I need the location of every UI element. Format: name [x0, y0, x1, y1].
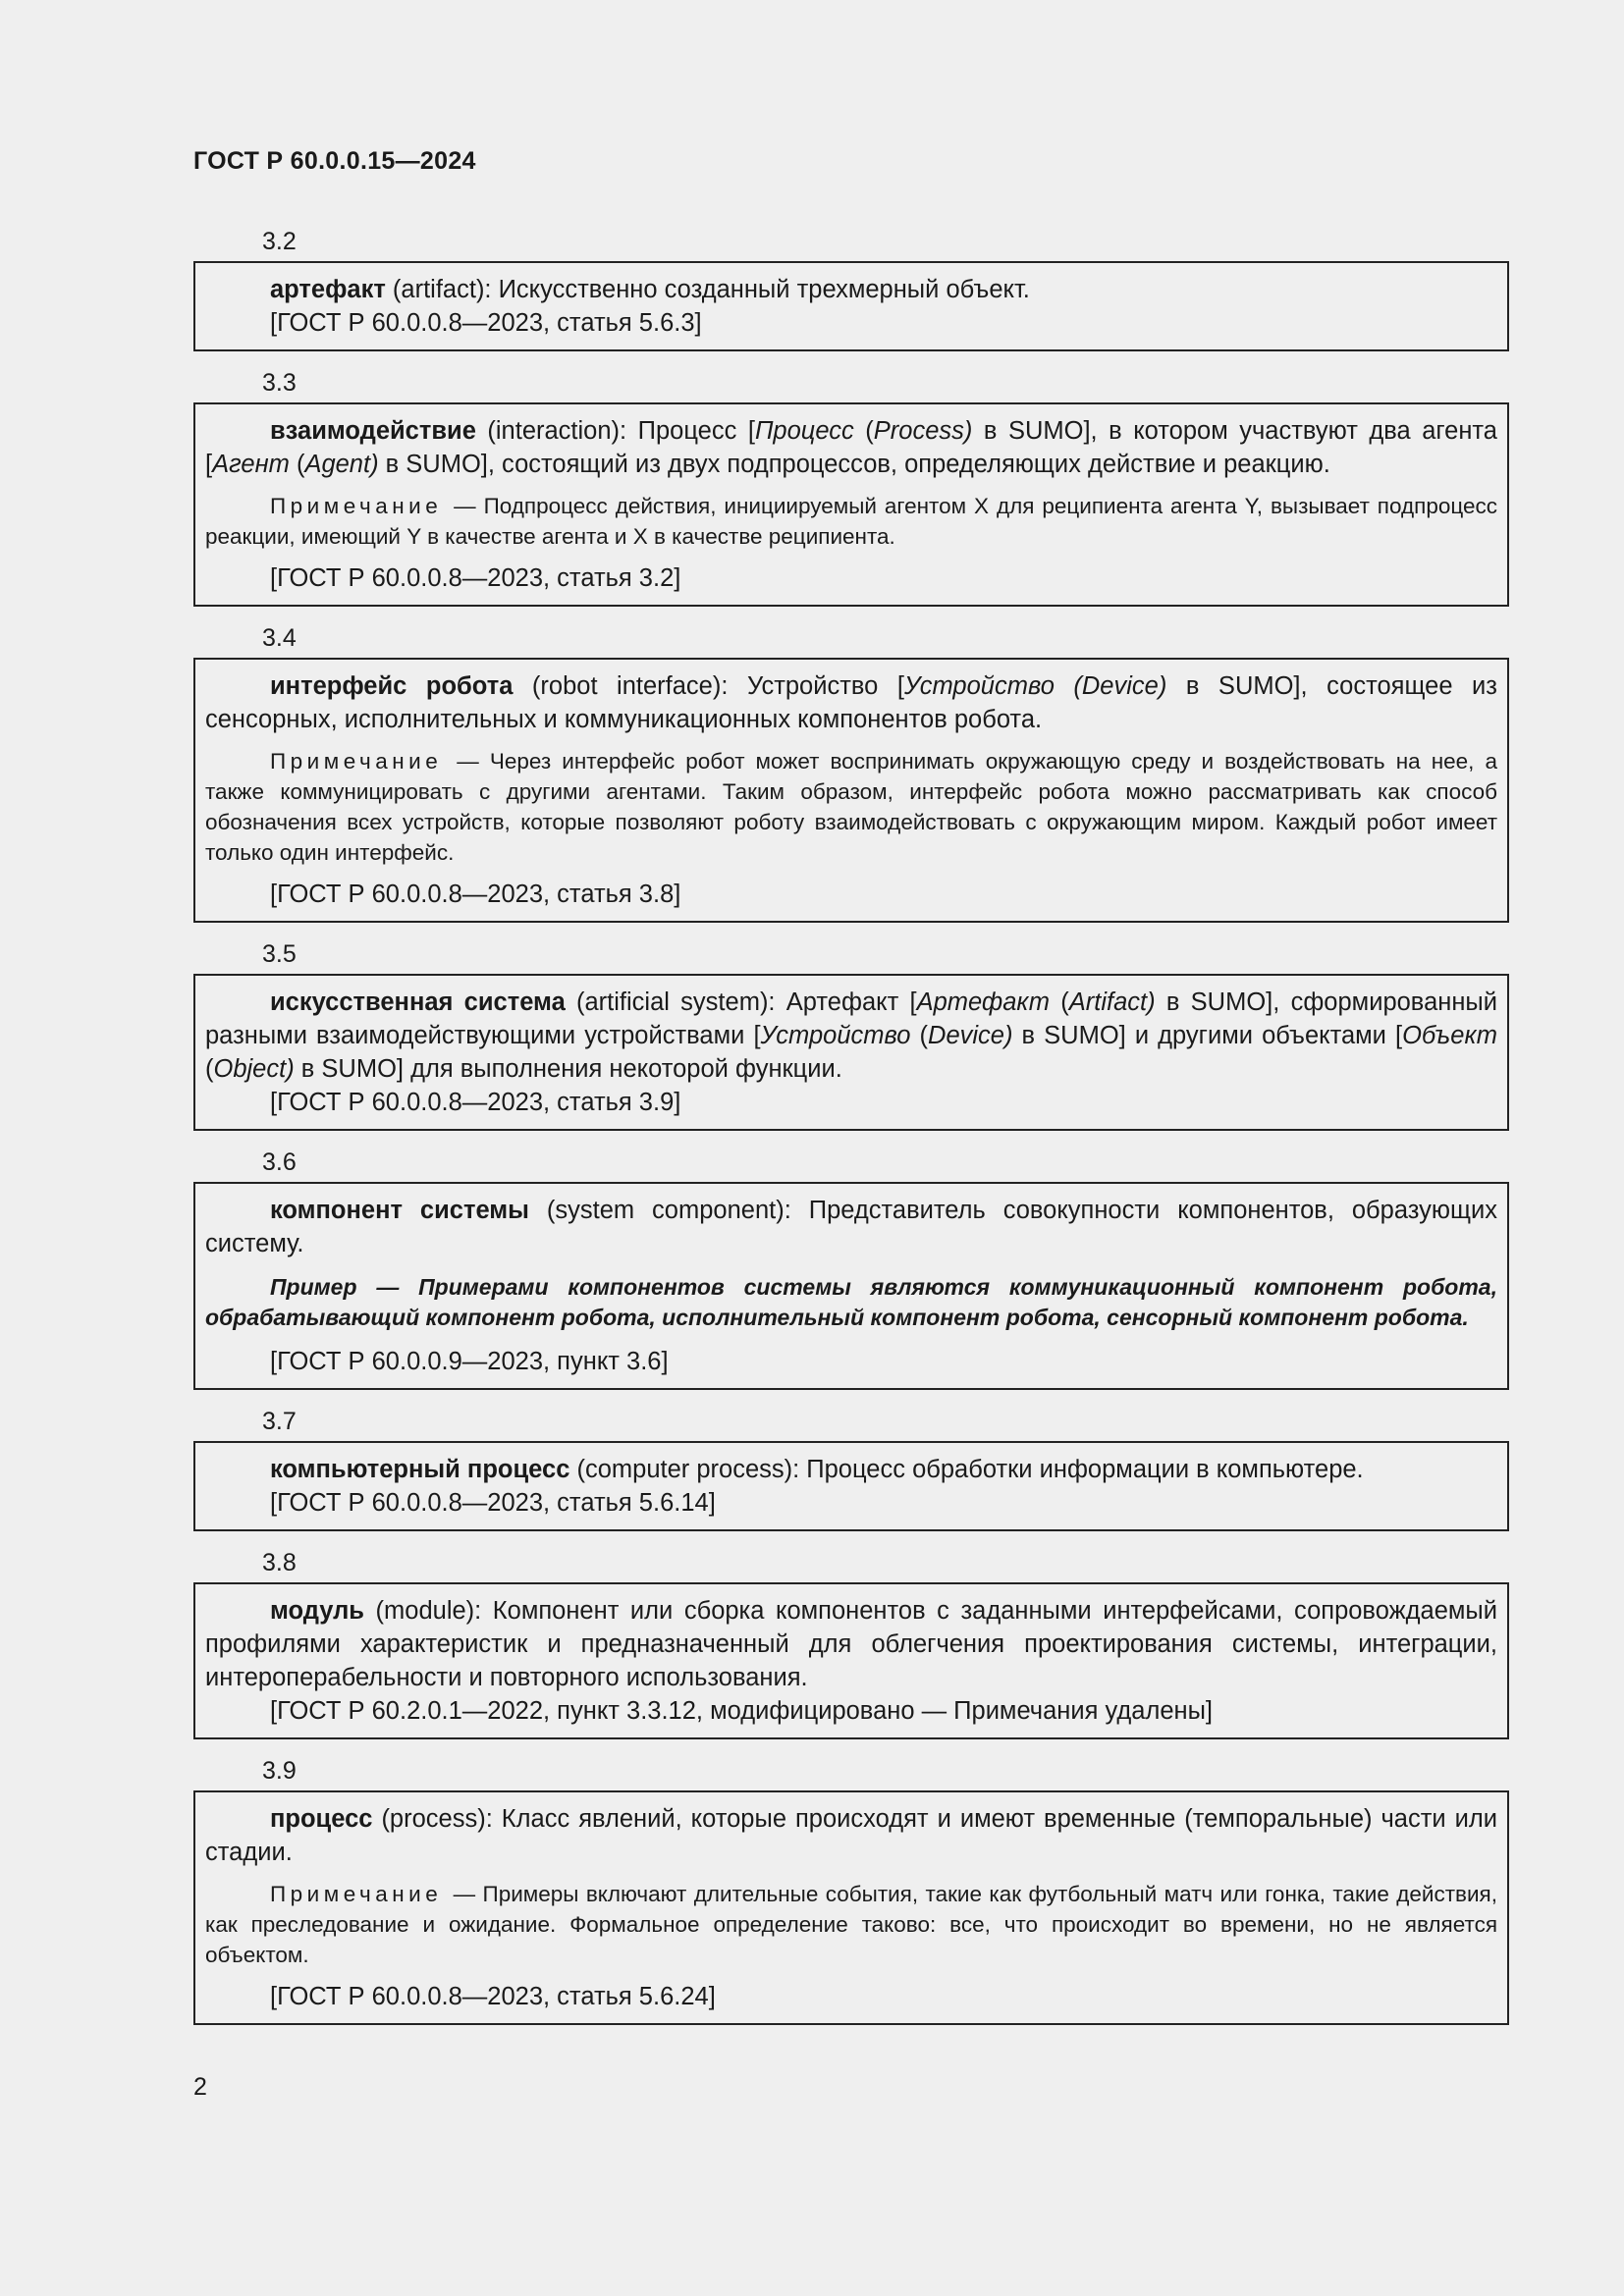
- entry-number: 3.3: [262, 369, 297, 397]
- term-definition: [205, 986, 1497, 1086]
- definition-text: (: [205, 1055, 214, 1083]
- definition-italic-text: Artifact): [1068, 988, 1156, 1016]
- note-text: — Подпроцесс действия, инициируемый агентом X для реципиента агента Y, вызывает подпроцесс реакции, имеющий Y в качестве агента и X в качестве реципиента.: [205, 494, 1497, 549]
- term-source-reference: [ГОСТ Р 60.0.0.9—2023, пункт 3.6]: [270, 1348, 669, 1375]
- term-definition: [205, 669, 1497, 736]
- page-number: 2: [193, 2073, 207, 2101]
- terms-list: [193, 222, 1509, 2037]
- term-definition: [205, 1802, 1497, 1869]
- note-label: Примечание: [270, 749, 443, 774]
- definition-text: в SUMO], сформированный разными взаимодействующими устройствами [: [205, 988, 1497, 1049]
- term-definition-box: [193, 1790, 1509, 2025]
- term-definition: [205, 1194, 1497, 1260]
- term-name: компонент системы: [270, 1197, 529, 1224]
- term-definition: [205, 1453, 1497, 1486]
- definition-text: (: [1050, 988, 1069, 1016]
- definition-italic-text: Устройство: [760, 1022, 911, 1049]
- term-definition: [205, 414, 1497, 481]
- term-definition-box: [193, 1441, 1509, 1531]
- definition-text: (: [910, 1022, 929, 1049]
- entry-number: 3.2: [262, 228, 297, 255]
- definition-text: (system component): Представитель совокупности компонентов, образующих систему.: [205, 1197, 1497, 1257]
- term-name: модуль: [270, 1597, 364, 1625]
- definition-italic-text: Process): [873, 417, 973, 445]
- note-label: Примечание: [270, 494, 443, 518]
- term-name: искусственная система: [270, 988, 566, 1016]
- term-definition-box: [193, 658, 1509, 923]
- definition-text: в SUMO] для выполнения некоторой функции.: [294, 1055, 842, 1083]
- term-name: процесс: [270, 1805, 373, 1833]
- term-source-reference: [ГОСТ Р 60.2.0.1—2022, пункт 3.3.12, модифицировано — Примечания удалены]: [270, 1697, 1214, 1725]
- definition-italic-text: Процесс: [754, 417, 854, 445]
- term-source-reference: [ГОСТ Р 60.0.0.8—2023, статья 3.2]: [270, 564, 681, 592]
- definition-italic-text: Устройство (Device): [903, 672, 1167, 700]
- definition-text: (module): Компонент или сборка компонентов с заданными интерфейсами, сопровождаемый профилями характеристик и предназначенный для облегчения проектирования системы, интеграции, интероперабельности и повторного использования.: [205, 1597, 1497, 1691]
- definition-text: (artificial system): Артефакт [: [565, 988, 917, 1016]
- note-text: — Через интерфейс робот может воспринимать окружающую среду и воздействовать на нее, а также коммуницировать с другими агентами. Таким образом, интерфейс робота можно рассматривать как способ обозначения всех устройств, которые позволяют роботу взаимодействовать с окружающим миром. Каждый робот имеет только один интерфейс.: [205, 749, 1497, 865]
- term-note: [205, 746, 1497, 868]
- term-source-reference: [ГОСТ Р 60.0.0.8—2023, статья 5.6.14]: [270, 1489, 716, 1517]
- term-source-reference: [ГОСТ Р 60.0.0.8—2023, статья 3.8]: [270, 881, 681, 908]
- note-label: Примечание: [270, 1882, 443, 1906]
- term-source-reference: [ГОСТ Р 60.0.0.8—2023, статья 5.6.24]: [270, 1983, 716, 2010]
- entry-number: 3.4: [262, 624, 297, 652]
- definition-italic-text: Артефакт: [916, 988, 1050, 1016]
- term-definition-box: [193, 261, 1509, 351]
- entry-number: 3.6: [262, 1148, 297, 1176]
- term-name: взаимодействие: [270, 417, 476, 445]
- term-definition-box: [193, 1582, 1509, 1739]
- definition-italic-text: Agent): [304, 451, 379, 478]
- term-source-reference: [ГОСТ Р 60.0.0.8—2023, статья 5.6.3]: [270, 309, 702, 337]
- term-definition: [205, 273, 1497, 306]
- definition-italic-text: Агент: [212, 451, 290, 478]
- term-source-reference: [ГОСТ Р 60.0.0.8—2023, статья 3.9]: [270, 1089, 681, 1116]
- definition-italic-text: Device): [928, 1022, 1013, 1049]
- definition-text: (: [289, 451, 305, 478]
- term-definition: [205, 1594, 1497, 1694]
- document-id-header: ГОСТ Р 60.0.0.15—2024: [193, 147, 476, 175]
- term-name: артефакт: [270, 276, 386, 303]
- term-definition-box: [193, 402, 1509, 607]
- definition-text: (artifact): Искусственно созданный трехмерный объект.: [385, 276, 1030, 303]
- entry-number: 3.8: [262, 1549, 297, 1576]
- entry-number: 3.5: [262, 940, 297, 968]
- definition-text: (computer process): Процесс обработки информации в компьютере.: [569, 1456, 1364, 1483]
- definition-text: (interaction): Процесс [: [475, 417, 755, 445]
- definition-text: в SUMO], состоящее из сенсорных, исполнительных и коммуникационных компонентов робота.: [205, 672, 1497, 733]
- term-name: интерфейс робота: [270, 672, 514, 700]
- definition-text: (process): Класс явлений, которые происходят и имеют временные (темпоральные) части или стадии.: [205, 1805, 1497, 1866]
- term-note: [205, 491, 1497, 552]
- definition-text: (robot interface): Устройство [: [513, 672, 904, 700]
- entry-number: 3.9: [262, 1757, 297, 1785]
- term-definition-box: [193, 974, 1509, 1131]
- note-text: — Примеры включают длительные события, такие как футбольный матч или гонка, такие действия, как преследование и ожидание. Формальное определение таково: все, что происходит во времени, но не является объектом.: [205, 1882, 1497, 1967]
- entry-number: 3.7: [262, 1408, 297, 1435]
- term-name: компьютерный процесс: [270, 1456, 570, 1483]
- definition-text: в SUMO] и другими объектами [: [1012, 1022, 1403, 1049]
- term-definition-box: [193, 1182, 1509, 1390]
- definition-text: в SUMO], в котором участвуют два агента [: [205, 417, 1497, 478]
- definition-italic-text: Объект: [1402, 1022, 1498, 1049]
- definition-italic-text: Object): [213, 1055, 295, 1083]
- term-example: Пример — Примерами компонентов системы являются коммуникационный компонент робота, обрабатывающий компонент робота, исполнительный компонент робота, сенсорный компонент робота.: [205, 1274, 1497, 1330]
- definition-text: в SUMO], состоящий из двух подпроцессов, определяющих действие и реакцию.: [378, 451, 1330, 478]
- definition-text: (: [853, 417, 874, 445]
- term-note: [205, 1879, 1497, 1970]
